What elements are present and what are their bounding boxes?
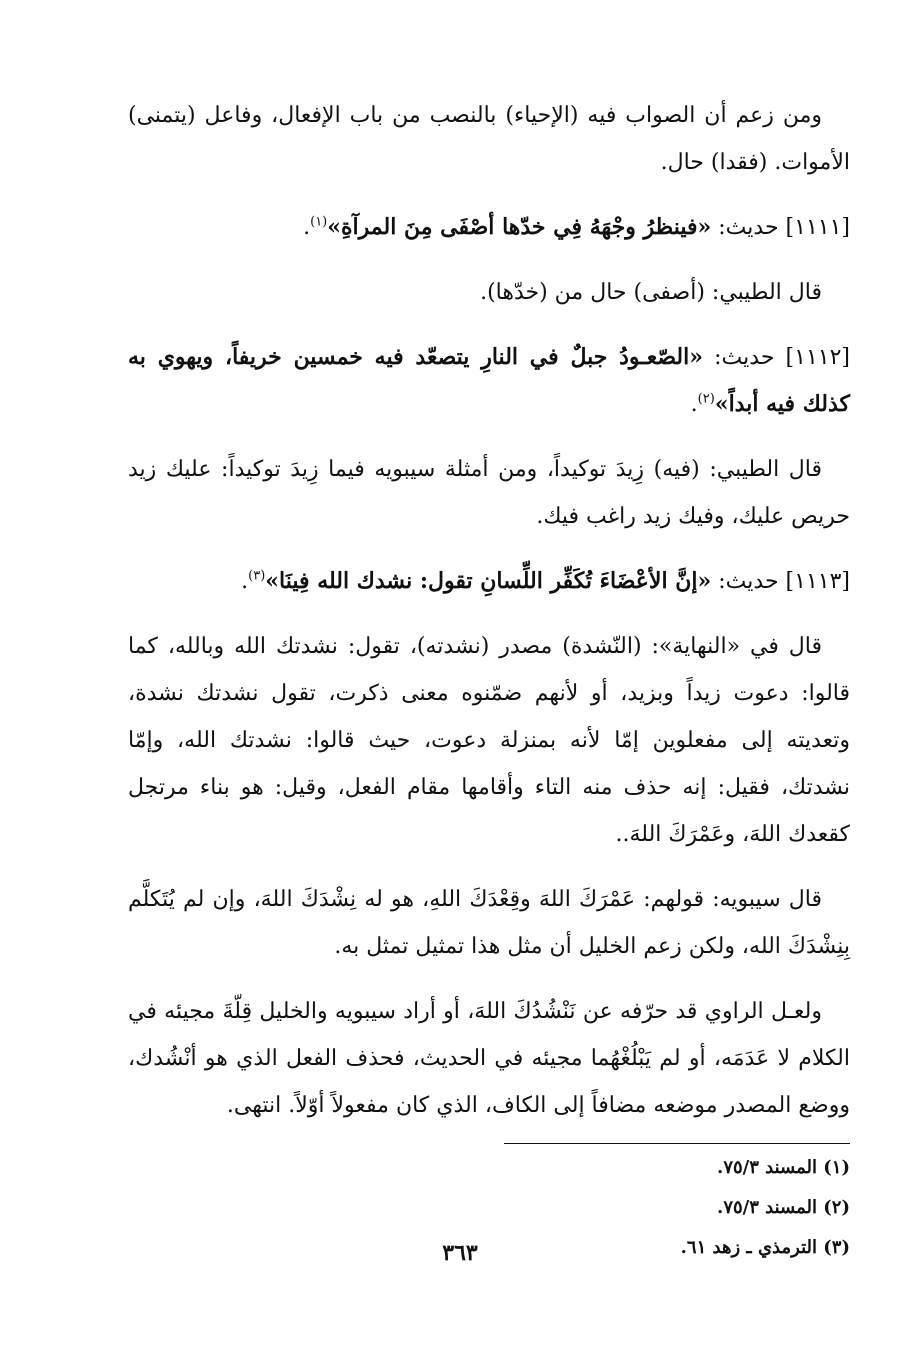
hadith-1113: [١١١٣] حديث: «إنَّ الأعْضَاءَ تُكَفِّر اللِّسانِ تقول: نشدك الله فِينَا»$^{(٣)}$. xyxy=(241,568,850,594)
hadith-number: [١١١١] حديث: xyxy=(718,215,850,240)
footnote-divider xyxy=(504,1143,850,1144)
hadith-text: «فينظرُ وجْهَهُ فِي خدّها أصْفَى مِنَ المرآةِ» xyxy=(327,214,712,240)
hadith-text: «إنَّ الأعْضَاءَ تُكَفِّر اللِّسانِ تقول: نشدك الله فِينَا» xyxy=(265,568,712,594)
hadith-number: [١١١٢] حديث: xyxy=(714,345,850,370)
footnote: (٣) الترمذي ـ زهد ٦١. xyxy=(680,1237,850,1258)
paragraph: قال سيبويه: قولهم: عَمْرَكَ اللهَ وقِعْدَكَ اللهِ، هو له نِشْدَكَ اللهَ، وإن لم يُتَكلَّم بِنِشْدَكَ الله، ولكن زعم الخليل أن مثل هذا تمثيل تمثل به. xyxy=(128,887,850,959)
paragraph: قال الطيبي: (أصفى) حال من (خدّها). xyxy=(480,280,822,305)
footnote-ref: (٣) xyxy=(248,568,266,584)
page-body xyxy=(128,92,850,1268)
paragraph: ومن زعم أن الصواب فيه (الإحياء) بالنصب من باب الإفعال، وفاعل (يتمنى) الأموات. (فقدا) حال. xyxy=(128,103,850,175)
hadith-1112: [١١١٢] حديث: «الصّعـودُ جبلٌ في النارِ يتصعّد فيه خمسين خريفاً، ويهوي به كذلك فيه أبداً»$^{(٢)}$. xyxy=(128,344,850,417)
page-number: ٣٦٣ xyxy=(442,1240,478,1266)
hadith-number: [١١١٣] حديث: xyxy=(718,569,850,594)
footnote-ref: (٢) xyxy=(697,391,715,407)
hadith-1111: [١١١١] حديث: «فينظرُ وجْهَهُ فِي خدّها أصْفَى مِنَ المرآةِ»$^{(١)}$. xyxy=(303,214,850,240)
footnote-ref: (١) xyxy=(310,214,328,230)
paragraph: قال في «النهاية»: (النّشدة) مصدر (نشدته)، تقول: نشدتك الله وبالله، كما قالوا: دعوت زيداً وبزيد، أو لأنهم ضمّنوه معنى ذكرت، تقول نشدتك نشدة، وتعديته إلى مفعلوين إمّا لأنه بمنزلة دعوت، حيث قالوا: نشدتك الله، وإمّا نشدتك، فقيل: إنه حذف منه التاء وأقامها مقام الفعل، وقيل: هو بناء مرتجل كقعدك اللهَ، وعَمْرَكَ اللهَ.. xyxy=(128,634,850,847)
footnote: (١) المسند ٧٥/٣. xyxy=(717,1157,850,1178)
hadith-text: «الصّعـودُ جبلٌ في النارِ يتصعّد فيه خمسين خريفاً، ويهوي به كذلك فيه أبداً» xyxy=(128,344,850,417)
paragraph: ولعـل الراوي قد حرّفه عن نَنْشُدُكَ اللهَ، أو أراد سيبويه والخليل قِلّةَ مجيئه في الكلام لا عَدَمَه، أو لم يَبْلُغْهُما مجيئه في الحديث، فحذف الفعل الذي هو أنْشُدك، ووضع المصدر موضعه مضافاً إلى الكاف، الذي كان مفعولاً أوّلاً. انتهى. xyxy=(128,999,850,1118)
paragraph: قال الطيبي: (فيه) زِيدَ توكيداً، ومن أمثلة سيبويه فيما زِيدَ توكيداً: عليك زيد حريص عليك، وفيك زيد راغب فيك. xyxy=(128,457,850,529)
footnote: (٢) المسند ٧٥/٣. xyxy=(717,1197,850,1218)
